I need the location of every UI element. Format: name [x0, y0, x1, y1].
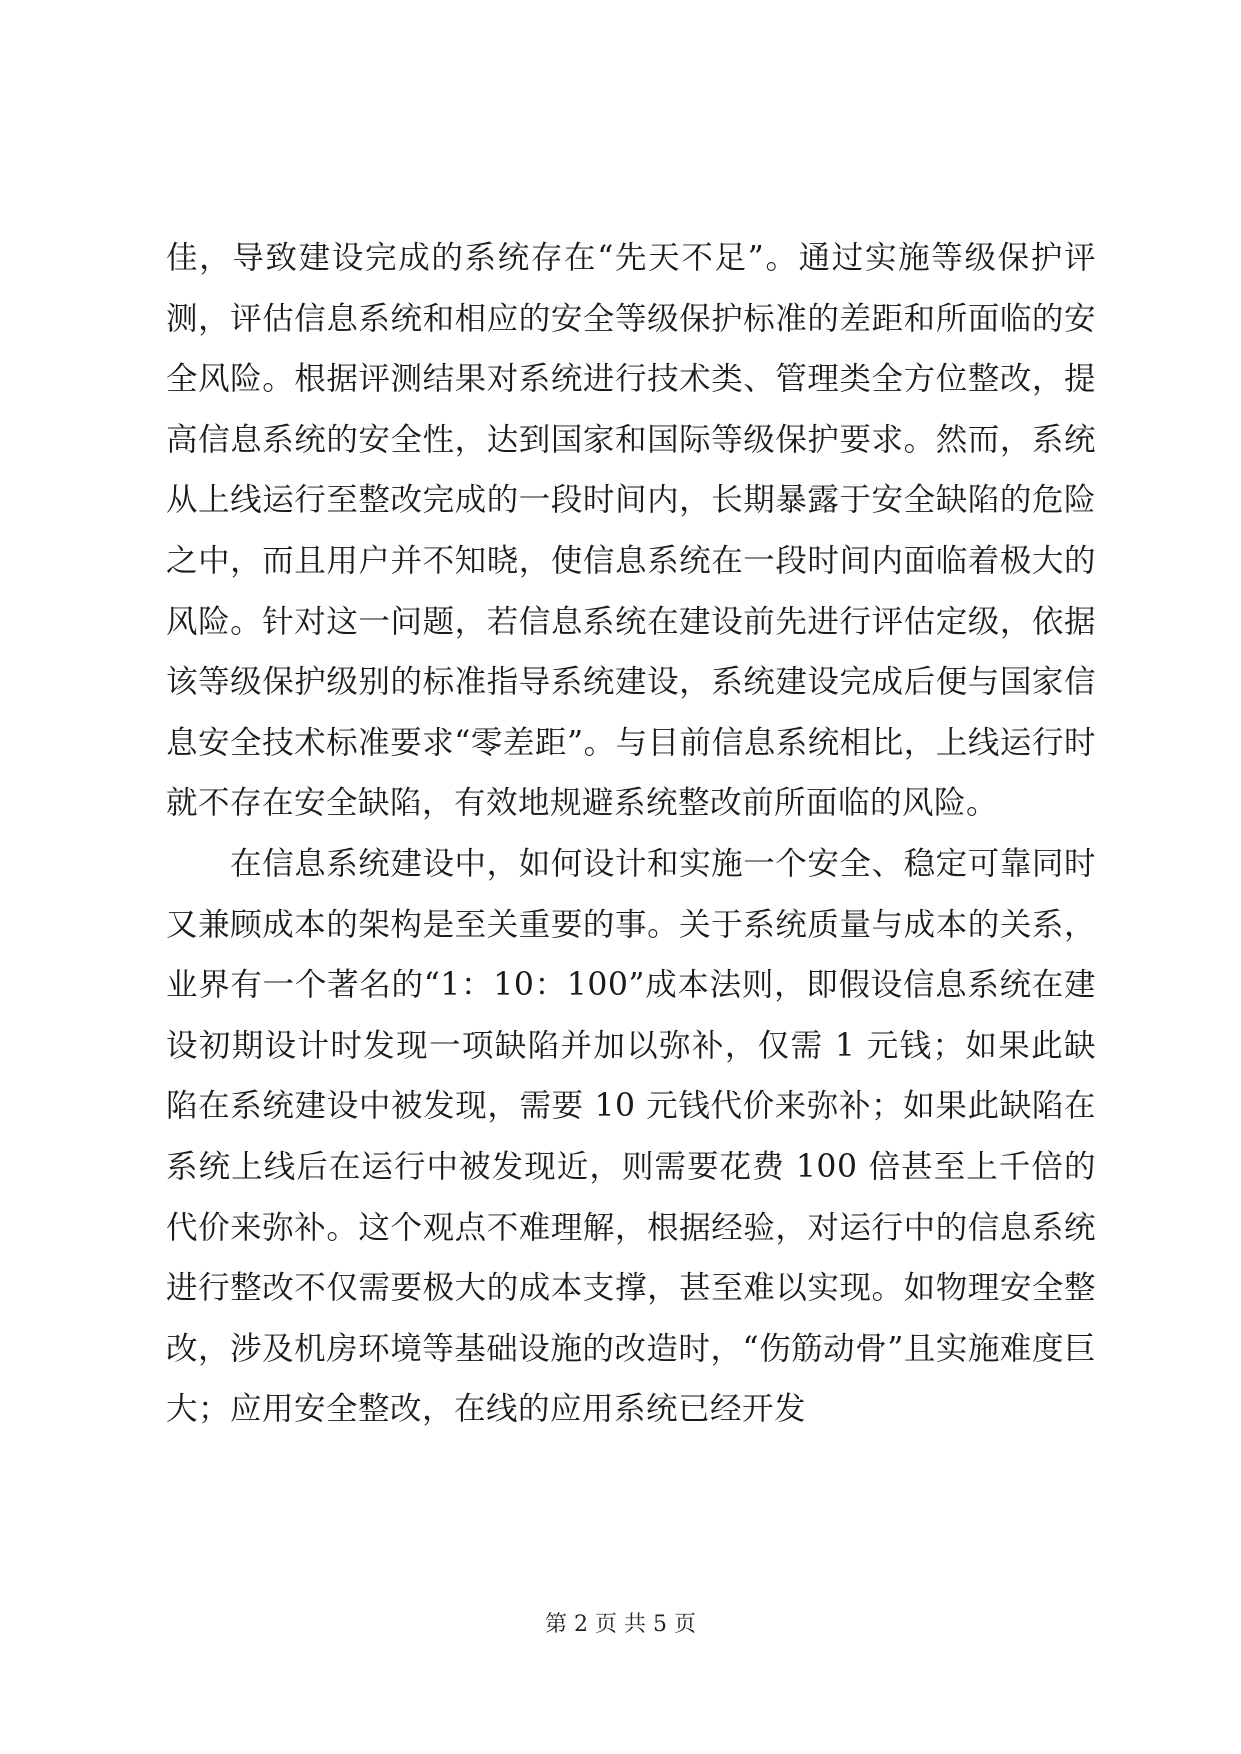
paragraph-1: 佳，导致建设完成的系统存在“先天不足”。通过实施等级保护评测，评估信息系统和相应的安全等级保护标准的差距和所面临的安全风险。根据评测结果对系统进行技术类、管理类全方位整改，提高信息系统的安全性，达到国家和国际等级保护要求。然而，系统从上线运行至整改完成的一段时间内，长期暴露于安全缺陷的危险之中，而且用户并不知晓，使信息系统在一段时间内面临着极大的风险。针对这一问题，若信息系统在建设前先进行评估定级，依据该等级保护级别的标准指导系统建设，系统建设完成后便与国家信息安全技术标准要求“零差距”。与目前信息系统相比，上线运行时就不存在安全缺陷，有效地规避系统整改前所面临的风险。 — [166, 240, 1096, 822]
page-footer: 第 2 页 共 5 页 — [545, 1612, 696, 1637]
paragraph-2: 在信息系统建设中，如何设计和实施一个安全、稳定可靠同时又兼顾成本的架构是至关重要的事。关于系统质量与成本的关系，业界有一个著名的“1：10：100”成本法则，即假设信息系统在建设初期设计时发现一项缺陷并加以弥补，仅需 1 元钱；如果此缺陷在系统建设中被发现，需要 10 元钱代价来弥补；如果此缺陷在系统上线后在运行中被发现近，则需要花费 100 倍甚至上千倍的代价来弥补。这个观点不难理解，根据经验，对运行中的信息系统进行整改不仅需要极大的成本支撑，甚至难以实现。如物理安全整改，涉及机房环境等基础设施的改造时，“伤筋动骨”且实施难度巨大；应用安全整改，在线的应用系统已经开发 — [166, 845, 1096, 1428]
document-body — [166, 228, 1096, 1440]
